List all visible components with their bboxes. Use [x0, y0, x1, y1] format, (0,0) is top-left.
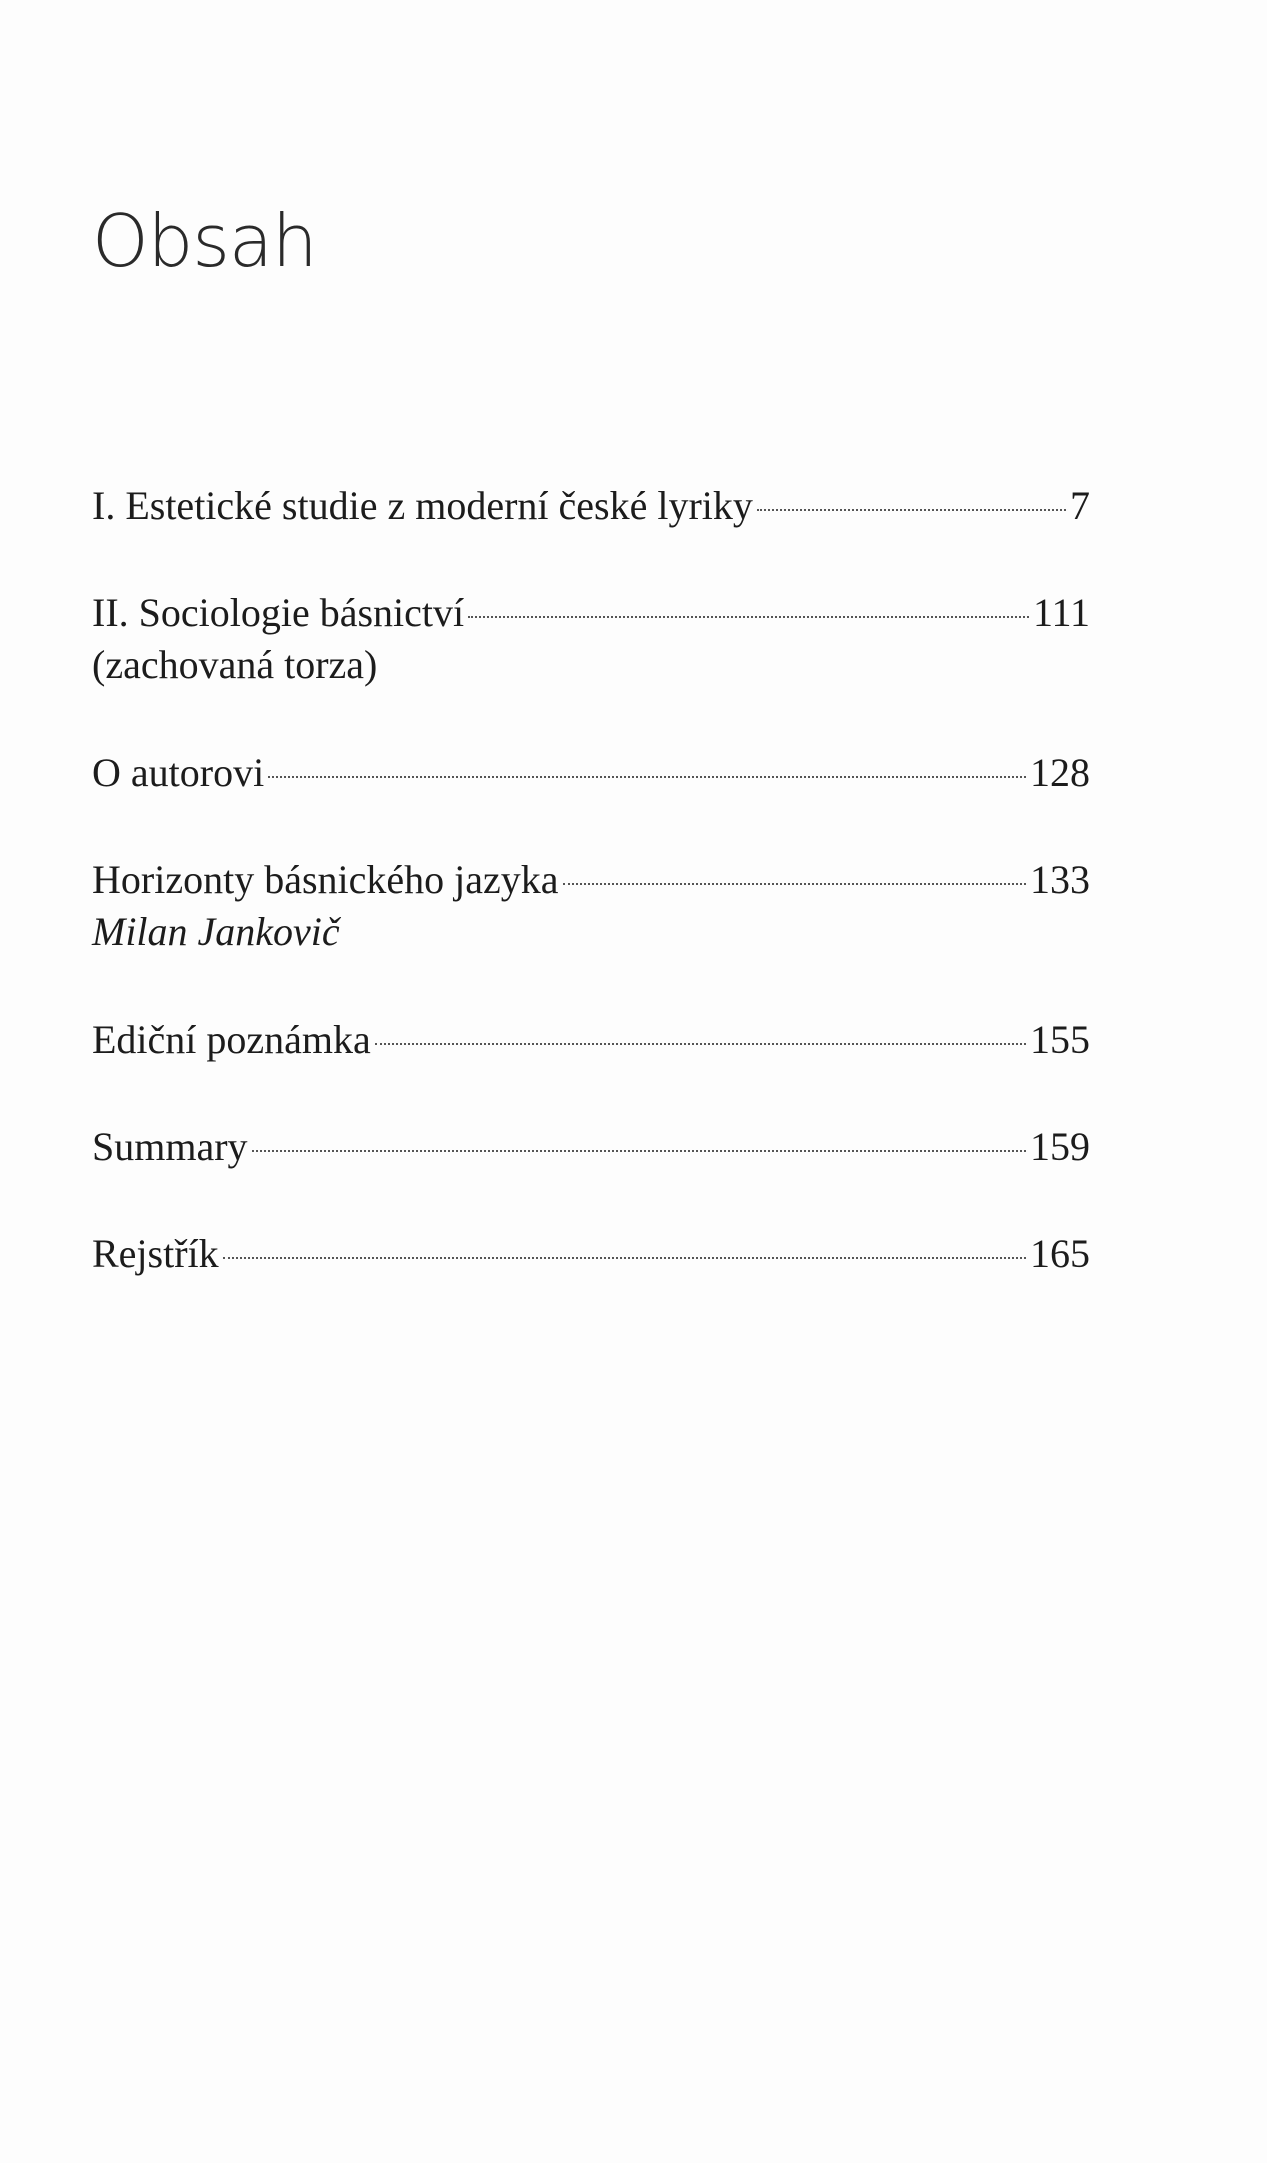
toc-entry	[92, 1121, 1090, 1173]
dot-leader	[375, 1043, 1026, 1045]
toc-entry-title: Summary	[92, 1124, 248, 1169]
toc-entry	[92, 480, 1090, 532]
toc-entry-page: 155	[1030, 1017, 1090, 1062]
toc-entry-page: 7	[1070, 483, 1090, 528]
toc-entry-page: 165	[1030, 1231, 1090, 1276]
toc-entry-author: Milan Jankovič	[92, 909, 340, 954]
dot-leader	[252, 1150, 1026, 1152]
toc-entry-subtitle: (zachovaná torza)	[92, 642, 378, 687]
toc-entry-title: II. Sociologie básnictví	[92, 590, 465, 635]
dot-leader	[563, 883, 1026, 885]
dot-leader	[268, 776, 1026, 778]
toc-entry	[92, 854, 1090, 958]
toc-entry-page: 111	[1032, 590, 1090, 635]
dot-leader	[468, 616, 1029, 618]
toc-entry	[92, 587, 1090, 691]
toc-entry	[92, 747, 1090, 799]
toc-entry-title: O autorovi	[92, 750, 265, 795]
toc-entry-title: Rejstřík	[92, 1231, 219, 1276]
toc-entry-page: 133	[1030, 857, 1090, 902]
toc-entry-page: 128	[1030, 750, 1090, 795]
toc-entry-title: Ediční poznámka	[92, 1017, 371, 1062]
dot-leader	[223, 1257, 1026, 1259]
toc-entry-page: 159	[1030, 1124, 1090, 1169]
toc-entry-title: Horizonty básnického jazyka	[92, 857, 559, 902]
toc-entry-title: I. Estetické studie z moderní české lyriky	[92, 483, 753, 528]
page-title: Obsah	[92, 199, 317, 283]
toc-entry	[92, 1228, 1090, 1280]
toc-entry	[92, 1014, 1090, 1066]
dot-leader	[757, 509, 1066, 511]
